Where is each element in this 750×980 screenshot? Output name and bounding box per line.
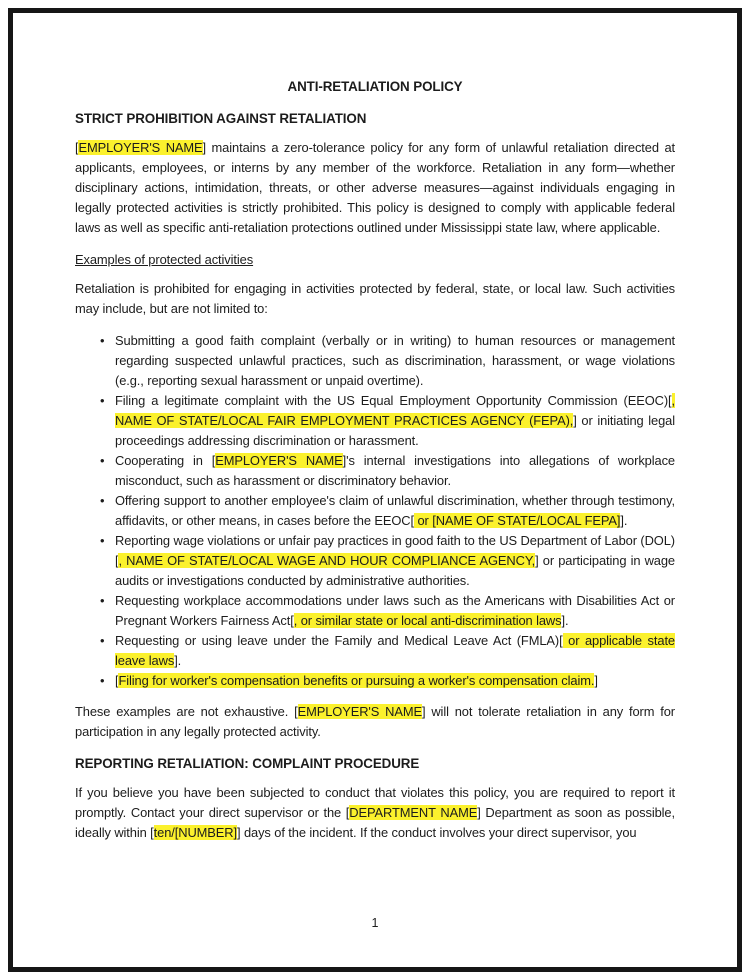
text-run: ].: [561, 613, 569, 628]
highlighted-placeholder: EMPLOYER'S NAME: [78, 140, 203, 155]
document-body: [75, 109, 675, 843]
highlighted-placeholder: EMPLOYER'S NAME: [297, 704, 422, 719]
document-title: ANTI-RETALIATION POLICY: [287, 79, 463, 94]
text-run: Cooperating in [: [115, 453, 216, 468]
highlighted-placeholder: , or similar state or local anti-discrimination laws: [293, 613, 562, 628]
section-heading-prohibition: STRICT PROHIBITION AGAINST RETALIATION: [75, 111, 367, 126]
text-run: If you believe you have been subjected to conduct that violates this policy, you are required to report it promptly. Contact your direct supervisor or the [: [75, 785, 675, 820]
text-run: ] Department as soon as possible, ideally within [: [75, 805, 675, 840]
text-run: Reporting wage violations or unfair pay practices in good faith to the US Department of Labor (DOL)[: [115, 533, 675, 568]
text-run: ] days of the incident. If the conduct involves your direct supervisor, you: [236, 825, 637, 840]
text-run: [: [115, 673, 119, 688]
paragraph-reporting: [75, 783, 675, 843]
highlighted-placeholder: Filing for worker's compensation benefits or pursuing a worker's compensation claim.: [118, 673, 595, 688]
bullet-item: [75, 531, 675, 591]
section-heading-reporting: REPORTING RETALIATION: COMPLAINT PROCEDURE: [75, 756, 420, 771]
bullet-item: [75, 671, 675, 691]
text-run: Filing a legitimate complaint with the US Equal Employment Opportunity Commission (EEOC)[: [115, 393, 672, 408]
highlighted-placeholder: , NAME OF STATE/LOCAL FAIR EMPLOYMENT PRACTICES AGENCY (FEPA),: [115, 393, 675, 428]
bullet-item: [75, 391, 675, 451]
text-run: ]: [594, 673, 598, 688]
document-page: [75, 77, 675, 855]
highlighted-placeholder: DEPARTMENT NAME: [349, 805, 478, 820]
bullet-item: [75, 451, 675, 491]
paragraph-examples-lead: [75, 279, 675, 319]
text-run: ] or participating in wage audits or investigations conducted by administrative authorities.: [115, 553, 675, 588]
text-run: Requesting or using leave under the Family and Medical Leave Act (FMLA)[: [115, 633, 563, 648]
text-run: ] maintains a zero-tolerance policy for any form of unlawful retaliation directed at applicants, employees, or interns by any member of the workforce. Retaliation in any form—whether disciplinary actions, intimidation, threats, or other adverse measures—against individuals engaging in legally protected activities is strictly prohibited. This policy is designed to comply with applicable federal laws as well as specific anti-retaliation protections outlined under Mississippi state law, where applicable.: [75, 140, 675, 235]
text-run: Submitting a good faith complaint (verbally or in writing) to human resources or management regarding suspected unlawful practices, such as discrimination, harassment, or wage violations (e.g., reporting sexual harassment or unpaid overtime).: [115, 333, 675, 388]
highlighted-placeholder: ten/[NUMBER]: [153, 825, 237, 840]
highlighted-placeholder: or applicable state leave laws: [115, 633, 675, 668]
highlighted-placeholder: , NAME OF STATE/LOCAL WAGE AND HOUR COMPLIANCE AGENCY,: [118, 553, 536, 568]
bullet-item: [75, 591, 675, 631]
bullet-item: [75, 491, 675, 531]
text-run: Retaliation is prohibited for engaging in activities protected by federal, state, or local law. Such activities may include, but are not limited to:: [75, 281, 675, 316]
subsection-heading-examples: Examples of protected activities: [75, 252, 254, 267]
text-run: ].: [620, 513, 628, 528]
text-run: ] or initiating legal proceedings addressing discrimination or harassment.: [115, 413, 676, 448]
text-run: ] will not tolerate retaliation in any form for participation in any legally protected activity.: [75, 704, 675, 739]
text-run: ].: [174, 653, 182, 668]
bullet-item: [75, 331, 675, 391]
text-run: These examples are not exhaustive. [: [75, 704, 298, 719]
highlighted-placeholder: EMPLOYER'S NAME: [215, 453, 343, 468]
bullet-item: [75, 631, 675, 671]
protected-activities-list: [75, 331, 675, 691]
text-run: ]'s internal investigations into allegations of workplace misconduct, such as harassment or discriminatory behavior.: [115, 453, 675, 488]
text-run: [: [75, 140, 79, 155]
paragraph-intro: [75, 138, 675, 238]
paragraph-not-exhaustive: [75, 702, 675, 742]
text-run: Offering support to another employee's claim of unlawful discrimination, whether through testimony, affidavits, or other means, in cases before the EEOC[: [115, 493, 675, 528]
highlighted-placeholder: or [NAME OF STATE/LOCAL FEPA]: [413, 513, 621, 528]
text-run: Requesting workplace accommodations under laws such as the Americans with Disabilities Act or Pregnant Workers Fairness Act[: [115, 593, 675, 628]
page-number: 1: [371, 916, 379, 930]
